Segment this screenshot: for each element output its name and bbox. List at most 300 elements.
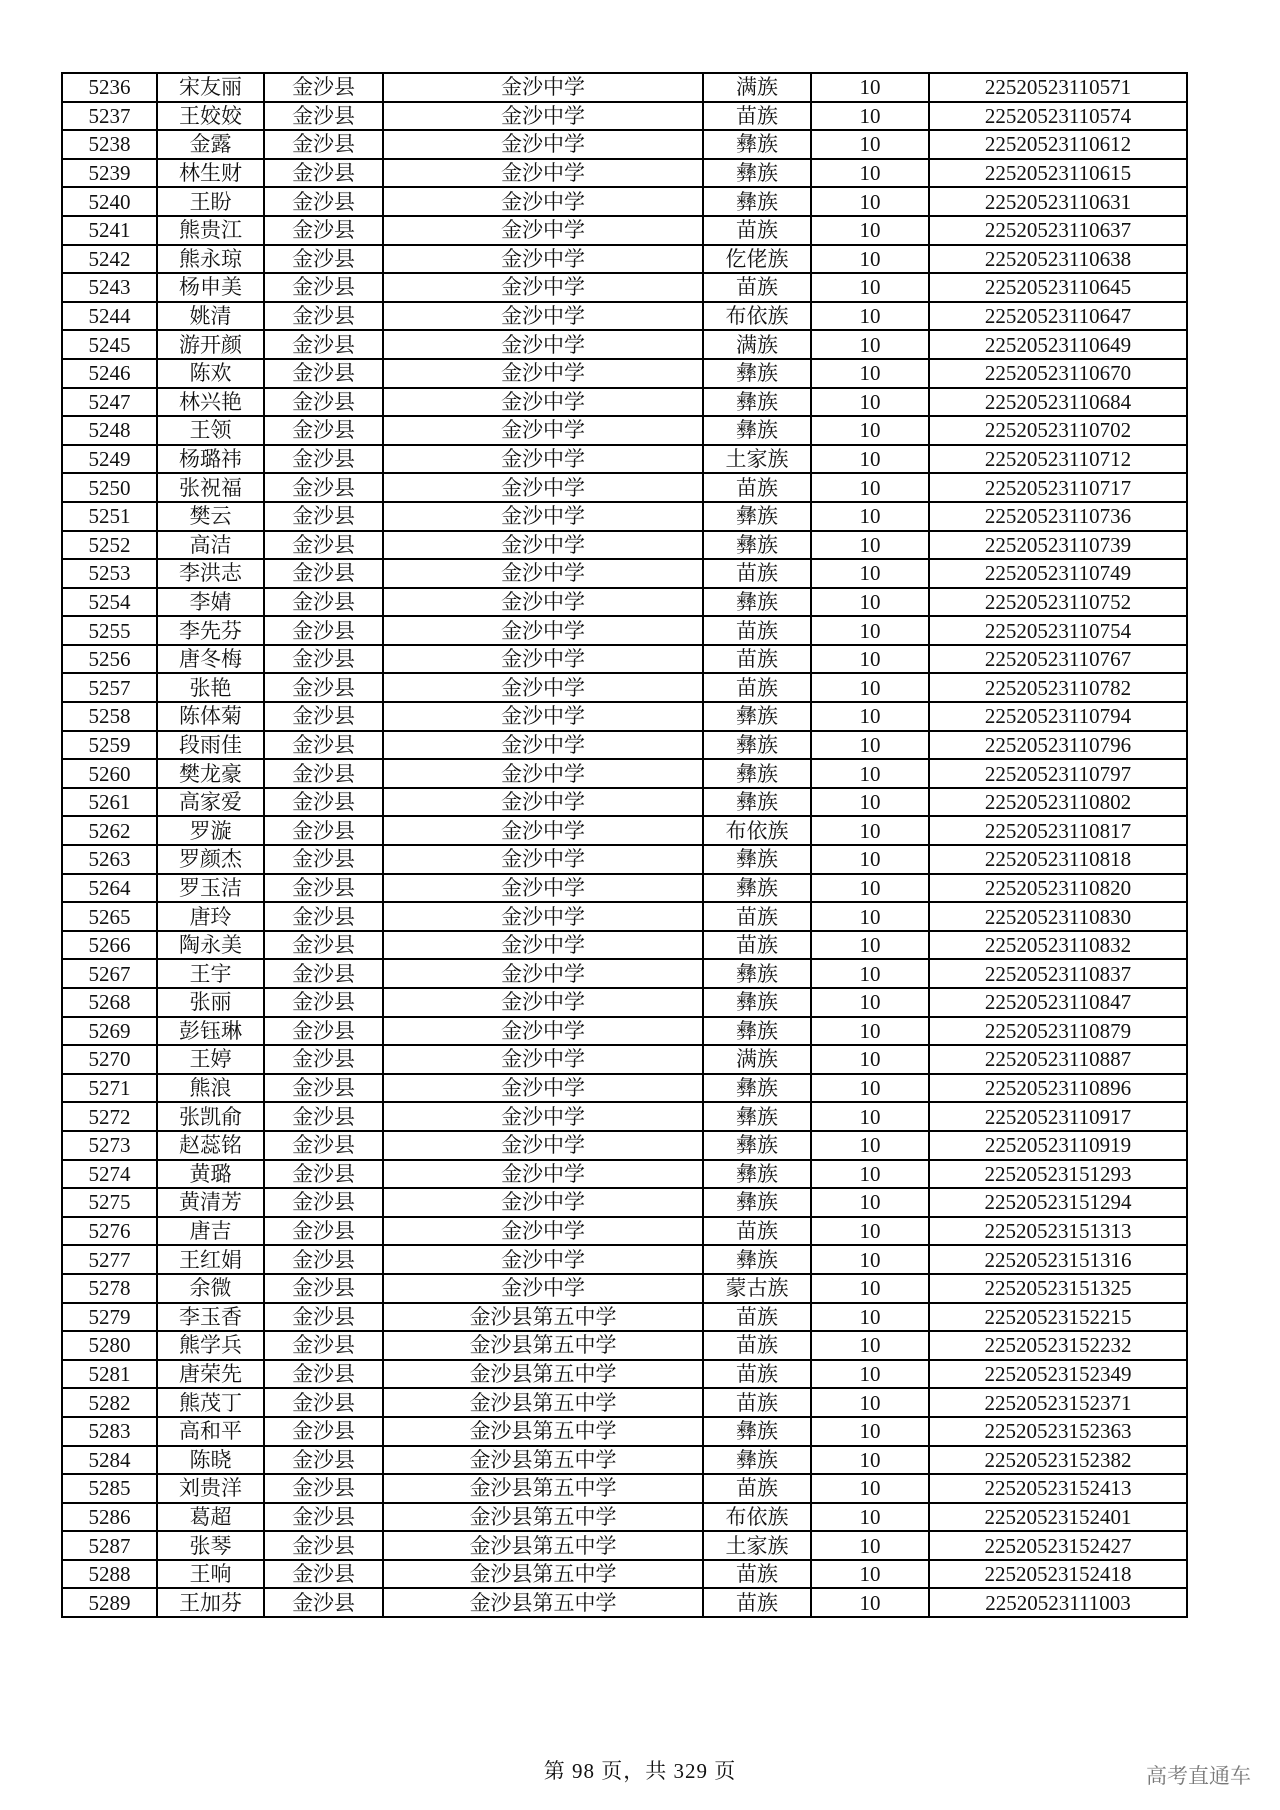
cell-county: 金沙县 — [264, 473, 383, 502]
table-row — [62, 1045, 1187, 1074]
cell-grade: 10 — [811, 959, 929, 988]
cell-grade: 10 — [811, 1245, 929, 1274]
cell-seq: 5239 — [62, 159, 157, 188]
table-row — [62, 902, 1187, 931]
cell-ethnicity: 彝族 — [703, 1446, 811, 1475]
cell-exam-id: 22520523110612 — [929, 130, 1187, 159]
cell-exam-id: 22520523110797 — [929, 759, 1187, 788]
cell-ethnicity: 彝族 — [703, 1160, 811, 1189]
cell-ethnicity: 苗族 — [703, 473, 811, 502]
table-row — [62, 302, 1187, 331]
cell-grade: 10 — [811, 788, 929, 817]
cell-name: 段雨佳 — [157, 731, 264, 760]
cell-ethnicity: 苗族 — [703, 1560, 811, 1589]
cell-ethnicity: 彝族 — [703, 531, 811, 560]
cell-school: 金沙中学 — [383, 330, 703, 359]
table-row — [62, 1017, 1187, 1046]
cell-grade: 10 — [811, 988, 929, 1017]
cell-ethnicity: 苗族 — [703, 1588, 811, 1617]
cell-seq: 5248 — [62, 416, 157, 445]
cell-grade: 10 — [811, 216, 929, 245]
cell-grade: 10 — [811, 273, 929, 302]
cell-exam-id: 22520523110837 — [929, 959, 1187, 988]
table-row — [62, 502, 1187, 531]
page-number: 第 98 页，共 329 页 — [543, 1759, 737, 1783]
cell-county: 金沙县 — [264, 1388, 383, 1417]
cell-seq: 5259 — [62, 731, 157, 760]
cell-grade: 10 — [811, 1503, 929, 1532]
cell-exam-id: 22520523110684 — [929, 388, 1187, 417]
table-row — [62, 1102, 1187, 1131]
cell-exam-id: 22520523110649 — [929, 330, 1187, 359]
cell-ethnicity: 苗族 — [703, 616, 811, 645]
cell-grade: 10 — [811, 302, 929, 331]
cell-name: 熊浪 — [157, 1074, 264, 1103]
cell-name: 李玉香 — [157, 1303, 264, 1332]
cell-exam-id: 22520523110717 — [929, 473, 1187, 502]
cell-name: 葛超 — [157, 1503, 264, 1532]
cell-exam-id: 22520523110794 — [929, 702, 1187, 731]
cell-exam-id: 22520523110749 — [929, 559, 1187, 588]
cell-ethnicity: 满族 — [703, 1045, 811, 1074]
cell-exam-id: 22520523110817 — [929, 816, 1187, 845]
cell-grade: 10 — [811, 1160, 929, 1189]
cell-county: 金沙县 — [264, 130, 383, 159]
cell-seq: 5273 — [62, 1131, 157, 1160]
table-row — [62, 1417, 1187, 1446]
cell-name: 姚清 — [157, 302, 264, 331]
cell-ethnicity: 彝族 — [703, 874, 811, 903]
cell-exam-id: 22520523110670 — [929, 359, 1187, 388]
cell-seq: 5249 — [62, 445, 157, 474]
cell-ethnicity: 彝族 — [703, 988, 811, 1017]
cell-school: 金沙中学 — [383, 731, 703, 760]
cell-county: 金沙县 — [264, 702, 383, 731]
cell-seq: 5241 — [62, 216, 157, 245]
cell-school: 金沙中学 — [383, 902, 703, 931]
cell-school: 金沙中学 — [383, 931, 703, 960]
cell-exam-id: 22520523110832 — [929, 931, 1187, 960]
cell-seq: 5272 — [62, 1102, 157, 1131]
cell-ethnicity: 蒙古族 — [703, 1274, 811, 1303]
table-row — [62, 1531, 1187, 1560]
cell-grade: 10 — [811, 359, 929, 388]
cell-exam-id: 22520523110796 — [929, 731, 1187, 760]
table-row — [62, 759, 1187, 788]
cell-grade: 10 — [811, 1331, 929, 1360]
cell-seq: 5237 — [62, 102, 157, 131]
cell-county: 金沙县 — [264, 187, 383, 216]
cell-ethnicity: 彝族 — [703, 359, 811, 388]
cell-county: 金沙县 — [264, 302, 383, 331]
cell-exam-id: 22520523110637 — [929, 216, 1187, 245]
cell-ethnicity: 布依族 — [703, 816, 811, 845]
cell-county: 金沙县 — [264, 1417, 383, 1446]
cell-ethnicity: 苗族 — [703, 216, 811, 245]
cell-grade: 10 — [811, 416, 929, 445]
table-row — [62, 216, 1187, 245]
table-row — [62, 1074, 1187, 1103]
cell-exam-id: 22520523110638 — [929, 245, 1187, 274]
cell-exam-id: 22520523152349 — [929, 1360, 1187, 1389]
cell-name: 王响 — [157, 1560, 264, 1589]
table-row — [62, 1303, 1187, 1332]
cell-exam-id: 22520523152371 — [929, 1388, 1187, 1417]
cell-county: 金沙县 — [264, 988, 383, 1017]
table-row — [62, 330, 1187, 359]
cell-seq: 5275 — [62, 1188, 157, 1217]
cell-exam-id: 22520523110736 — [929, 502, 1187, 531]
cell-school: 金沙县第五中学 — [383, 1446, 703, 1475]
cell-seq: 5279 — [62, 1303, 157, 1332]
cell-seq: 5265 — [62, 902, 157, 931]
cell-ethnicity: 苗族 — [703, 1303, 811, 1332]
cell-exam-id: 22520523152418 — [929, 1560, 1187, 1589]
cell-ethnicity: 彝族 — [703, 731, 811, 760]
cell-seq: 5258 — [62, 702, 157, 731]
cell-county: 金沙县 — [264, 1017, 383, 1046]
cell-grade: 10 — [811, 1417, 929, 1446]
cell-school: 金沙中学 — [383, 473, 703, 502]
cell-seq: 5276 — [62, 1217, 157, 1246]
cell-exam-id: 22520523110820 — [929, 874, 1187, 903]
table-row — [62, 1360, 1187, 1389]
cell-seq: 5251 — [62, 502, 157, 531]
cell-county: 金沙县 — [264, 1045, 383, 1074]
table-row — [62, 1245, 1187, 1274]
cell-exam-id: 22520523111003 — [929, 1588, 1187, 1617]
cell-county: 金沙县 — [264, 673, 383, 702]
cell-ethnicity: 苗族 — [703, 1388, 811, 1417]
table-row — [62, 1474, 1187, 1503]
cell-county: 金沙县 — [264, 1102, 383, 1131]
cell-seq: 5257 — [62, 673, 157, 702]
cell-seq: 5254 — [62, 588, 157, 617]
cell-exam-id: 22520523110830 — [929, 902, 1187, 931]
cell-grade: 10 — [811, 1360, 929, 1389]
table-row — [62, 473, 1187, 502]
cell-ethnicity: 彝族 — [703, 130, 811, 159]
cell-ethnicity: 彝族 — [703, 788, 811, 817]
cell-ethnicity: 彝族 — [703, 1074, 811, 1103]
cell-seq: 5267 — [62, 959, 157, 988]
cell-name: 高家爱 — [157, 788, 264, 817]
cell-ethnicity: 彝族 — [703, 1131, 811, 1160]
cell-grade: 10 — [811, 559, 929, 588]
cell-school: 金沙中学 — [383, 302, 703, 331]
cell-county: 金沙县 — [264, 874, 383, 903]
cell-county: 金沙县 — [264, 845, 383, 874]
cell-county: 金沙县 — [264, 1474, 383, 1503]
cell-ethnicity: 苗族 — [703, 673, 811, 702]
cell-grade: 10 — [811, 874, 929, 903]
cell-seq: 5270 — [62, 1045, 157, 1074]
cell-exam-id: 22520523110919 — [929, 1131, 1187, 1160]
cell-seq: 5240 — [62, 187, 157, 216]
cell-grade: 10 — [811, 102, 929, 131]
cell-grade: 10 — [811, 588, 929, 617]
cell-ethnicity: 彝族 — [703, 1102, 811, 1131]
cell-grade: 10 — [811, 1446, 929, 1475]
cell-ethnicity: 布依族 — [703, 1503, 811, 1532]
cell-school: 金沙县第五中学 — [383, 1303, 703, 1332]
cell-county: 金沙县 — [264, 959, 383, 988]
cell-exam-id: 22520523110879 — [929, 1017, 1187, 1046]
cell-county: 金沙县 — [264, 931, 383, 960]
cell-seq: 5287 — [62, 1531, 157, 1560]
cell-school: 金沙中学 — [383, 1074, 703, 1103]
cell-grade: 10 — [811, 645, 929, 674]
cell-ethnicity: 彝族 — [703, 502, 811, 531]
table-row — [62, 559, 1187, 588]
cell-ethnicity: 彝族 — [703, 845, 811, 874]
cell-school: 金沙县第五中学 — [383, 1531, 703, 1560]
cell-county: 金沙县 — [264, 1588, 383, 1617]
cell-ethnicity: 彝族 — [703, 702, 811, 731]
table-row — [62, 816, 1187, 845]
cell-exam-id: 22520523151293 — [929, 1160, 1187, 1189]
cell-county: 金沙县 — [264, 388, 383, 417]
cell-name: 张祝福 — [157, 473, 264, 502]
cell-seq: 5286 — [62, 1503, 157, 1532]
cell-ethnicity: 苗族 — [703, 273, 811, 302]
cell-school: 金沙中学 — [383, 788, 703, 817]
cell-seq: 5285 — [62, 1474, 157, 1503]
cell-school: 金沙中学 — [383, 959, 703, 988]
cell-exam-id: 22520523110739 — [929, 531, 1187, 560]
cell-exam-id: 22520523110752 — [929, 588, 1187, 617]
cell-school: 金沙中学 — [383, 159, 703, 188]
table-row — [62, 130, 1187, 159]
cell-grade: 10 — [811, 673, 929, 702]
cell-school: 金沙中学 — [383, 359, 703, 388]
cell-exam-id: 22520523110818 — [929, 845, 1187, 874]
cell-grade: 10 — [811, 73, 929, 102]
table-row — [62, 1560, 1187, 1589]
cell-grade: 10 — [811, 1474, 929, 1503]
cell-school: 金沙县第五中学 — [383, 1474, 703, 1503]
table-row — [62, 1503, 1187, 1532]
cell-name: 樊云 — [157, 502, 264, 531]
cell-exam-id: 22520523151316 — [929, 1245, 1187, 1274]
cell-grade: 10 — [811, 1388, 929, 1417]
cell-grade: 10 — [811, 245, 929, 274]
table-row — [62, 159, 1187, 188]
cell-ethnicity: 仡佬族 — [703, 245, 811, 274]
table-row — [62, 245, 1187, 274]
cell-seq: 5284 — [62, 1446, 157, 1475]
cell-exam-id: 22520523110802 — [929, 788, 1187, 817]
cell-seq: 5266 — [62, 931, 157, 960]
cell-grade: 10 — [811, 902, 929, 931]
cell-county: 金沙县 — [264, 531, 383, 560]
cell-county: 金沙县 — [264, 1217, 383, 1246]
cell-ethnicity: 彝族 — [703, 759, 811, 788]
cell-grade: 10 — [811, 388, 929, 417]
cell-school: 金沙中学 — [383, 502, 703, 531]
cell-grade: 10 — [811, 187, 929, 216]
cell-name: 熊永琼 — [157, 245, 264, 274]
cell-school: 金沙中学 — [383, 531, 703, 560]
cell-county: 金沙县 — [264, 1274, 383, 1303]
cell-school: 金沙中学 — [383, 616, 703, 645]
cell-grade: 10 — [811, 1588, 929, 1617]
cell-seq: 5282 — [62, 1388, 157, 1417]
cell-name: 高和平 — [157, 1417, 264, 1446]
table-row — [62, 731, 1187, 760]
cell-name: 余微 — [157, 1274, 264, 1303]
cell-name: 陈晓 — [157, 1446, 264, 1475]
cell-ethnicity: 土家族 — [703, 1531, 811, 1560]
cell-school: 金沙中学 — [383, 845, 703, 874]
cell-grade: 10 — [811, 845, 929, 874]
cell-seq: 5269 — [62, 1017, 157, 1046]
cell-ethnicity: 彝族 — [703, 959, 811, 988]
cell-county: 金沙县 — [264, 1303, 383, 1332]
cell-exam-id: 22520523152382 — [929, 1446, 1187, 1475]
cell-county: 金沙县 — [264, 502, 383, 531]
cell-school: 金沙中学 — [383, 1131, 703, 1160]
cell-county: 金沙县 — [264, 102, 383, 131]
cell-school: 金沙中学 — [383, 1102, 703, 1131]
cell-name: 罗漩 — [157, 816, 264, 845]
cell-ethnicity: 苗族 — [703, 102, 811, 131]
watermark: 高考直通车 — [1146, 1764, 1251, 1788]
table-row — [62, 645, 1187, 674]
cell-county: 金沙县 — [264, 788, 383, 817]
cell-ethnicity: 苗族 — [703, 1474, 811, 1503]
cell-grade: 10 — [811, 473, 929, 502]
cell-seq: 5283 — [62, 1417, 157, 1446]
table-row — [62, 874, 1187, 903]
cell-grade: 10 — [811, 502, 929, 531]
cell-name: 张琴 — [157, 1531, 264, 1560]
cell-name: 游开颜 — [157, 330, 264, 359]
cell-county: 金沙县 — [264, 1188, 383, 1217]
cell-county: 金沙县 — [264, 1074, 383, 1103]
cell-grade: 10 — [811, 702, 929, 731]
table-row — [62, 702, 1187, 731]
table-row — [62, 616, 1187, 645]
cell-school: 金沙中学 — [383, 816, 703, 845]
cell-name: 林兴艳 — [157, 388, 264, 417]
cell-name: 刘贵洋 — [157, 1474, 264, 1503]
cell-grade: 10 — [811, 1217, 929, 1246]
cell-name: 赵蕊铭 — [157, 1131, 264, 1160]
cell-grade: 10 — [811, 816, 929, 845]
cell-county: 金沙县 — [264, 559, 383, 588]
cell-school: 金沙中学 — [383, 1245, 703, 1274]
cell-grade: 10 — [811, 445, 929, 474]
cell-seq: 5274 — [62, 1160, 157, 1189]
cell-school: 金沙中学 — [383, 559, 703, 588]
cell-ethnicity: 苗族 — [703, 645, 811, 674]
table-row — [62, 1588, 1187, 1617]
cell-grade: 10 — [811, 1102, 929, 1131]
cell-name: 高洁 — [157, 531, 264, 560]
cell-county: 金沙县 — [264, 416, 383, 445]
cell-county: 金沙县 — [264, 1331, 383, 1360]
table-row — [62, 73, 1187, 102]
cell-county: 金沙县 — [264, 1131, 383, 1160]
cell-school: 金沙中学 — [383, 273, 703, 302]
cell-county: 金沙县 — [264, 159, 383, 188]
cell-county: 金沙县 — [264, 73, 383, 102]
table-row — [62, 1274, 1187, 1303]
table-row — [62, 1131, 1187, 1160]
cell-name: 张丽 — [157, 988, 264, 1017]
cell-school: 金沙中学 — [383, 130, 703, 159]
cell-exam-id: 22520523151313 — [929, 1217, 1187, 1246]
cell-school: 金沙中学 — [383, 187, 703, 216]
cell-grade: 10 — [811, 1303, 929, 1332]
cell-name: 熊贵江 — [157, 216, 264, 245]
cell-exam-id: 22520523110615 — [929, 159, 1187, 188]
cell-ethnicity: 彝族 — [703, 588, 811, 617]
cell-county: 金沙县 — [264, 759, 383, 788]
table-row — [62, 673, 1187, 702]
cell-seq: 5246 — [62, 359, 157, 388]
table-row — [62, 588, 1187, 617]
cell-name: 彭钰琳 — [157, 1017, 264, 1046]
cell-seq: 5288 — [62, 1560, 157, 1589]
cell-seq: 5236 — [62, 73, 157, 102]
cell-name: 王加芬 — [157, 1588, 264, 1617]
cell-exam-id: 22520523152215 — [929, 1303, 1187, 1332]
cell-grade: 10 — [811, 731, 929, 760]
cell-name: 王姣姣 — [157, 102, 264, 131]
cell-ethnicity: 苗族 — [703, 902, 811, 931]
cell-grade: 10 — [811, 616, 929, 645]
cell-county: 金沙县 — [264, 1560, 383, 1589]
cell-school: 金沙县第五中学 — [383, 1417, 703, 1446]
cell-seq: 5289 — [62, 1588, 157, 1617]
cell-seq: 5264 — [62, 874, 157, 903]
cell-county: 金沙县 — [264, 645, 383, 674]
cell-seq: 5278 — [62, 1274, 157, 1303]
cell-name: 王婷 — [157, 1045, 264, 1074]
cell-ethnicity: 布依族 — [703, 302, 811, 331]
cell-county: 金沙县 — [264, 902, 383, 931]
cell-school: 金沙中学 — [383, 702, 703, 731]
cell-seq: 5243 — [62, 273, 157, 302]
cell-seq: 5271 — [62, 1074, 157, 1103]
cell-name: 黄清芳 — [157, 1188, 264, 1217]
cell-county: 金沙县 — [264, 616, 383, 645]
cell-seq: 5247 — [62, 388, 157, 417]
cell-exam-id: 22520523110767 — [929, 645, 1187, 674]
cell-seq: 5260 — [62, 759, 157, 788]
cell-county: 金沙县 — [264, 1446, 383, 1475]
cell-name: 杨申美 — [157, 273, 264, 302]
student-roster-table — [61, 72, 1188, 1618]
cell-school: 金沙中学 — [383, 1017, 703, 1046]
cell-county: 金沙县 — [264, 1531, 383, 1560]
cell-school: 金沙中学 — [383, 588, 703, 617]
cell-ethnicity: 苗族 — [703, 559, 811, 588]
cell-name: 罗颜杰 — [157, 845, 264, 874]
cell-county: 金沙县 — [264, 359, 383, 388]
cell-name: 陈体菊 — [157, 702, 264, 731]
cell-name: 王领 — [157, 416, 264, 445]
cell-seq: 5268 — [62, 988, 157, 1017]
cell-seq: 5244 — [62, 302, 157, 331]
cell-school: 金沙中学 — [383, 874, 703, 903]
cell-ethnicity: 苗族 — [703, 1360, 811, 1389]
cell-ethnicity: 彝族 — [703, 1245, 811, 1274]
table-row — [62, 445, 1187, 474]
cell-school: 金沙中学 — [383, 988, 703, 1017]
